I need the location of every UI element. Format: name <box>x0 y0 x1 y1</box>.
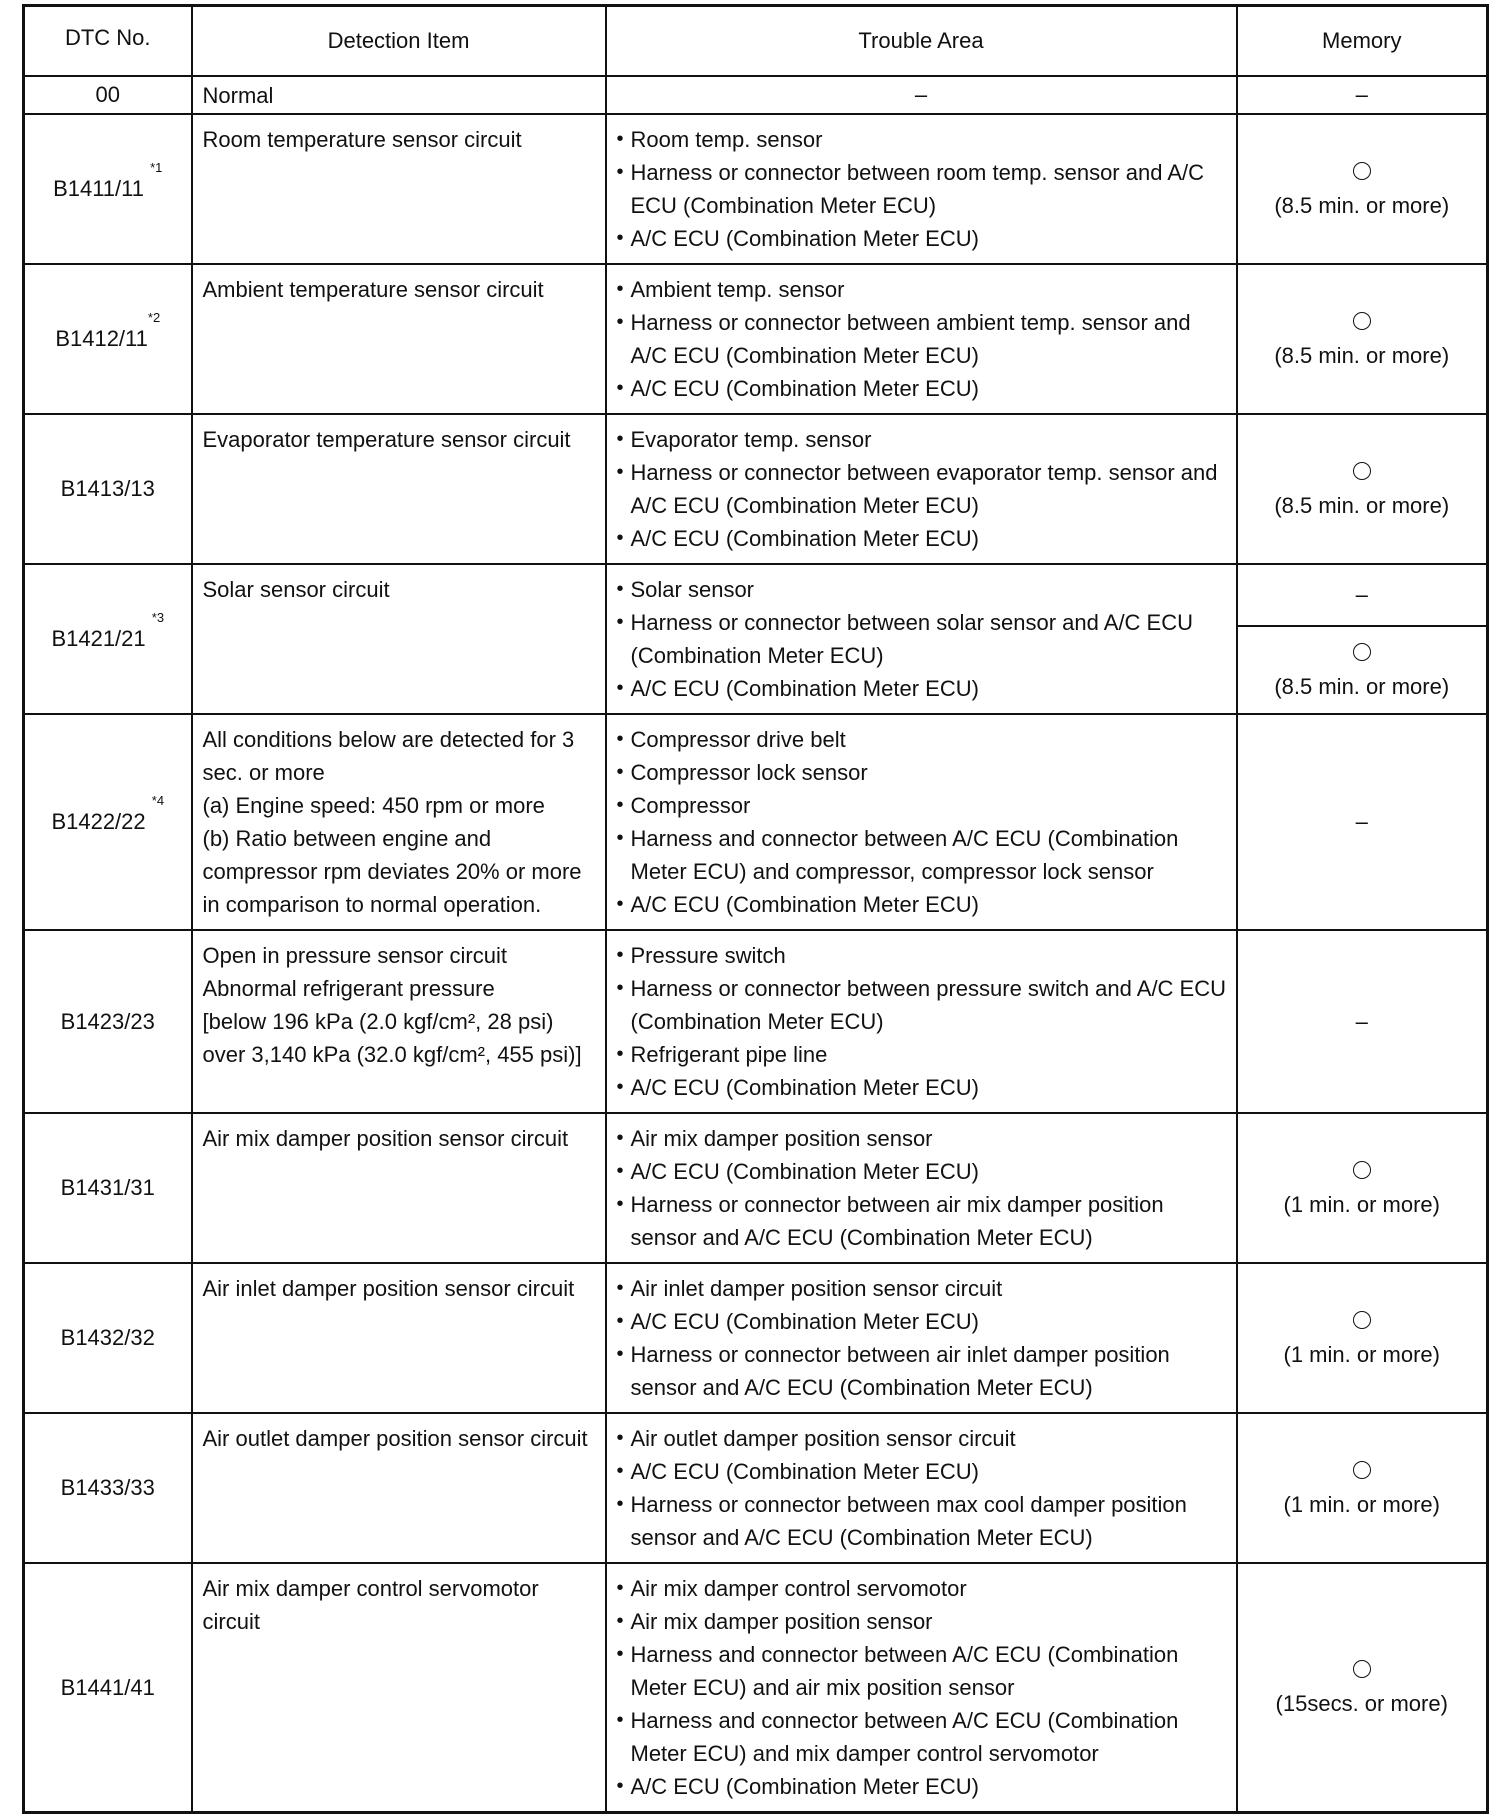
trouble-item: • Harness or connector between pressure switch and A/C ECU (Combination Meter ECU) <box>617 972 1228 1038</box>
trouble-area <box>606 1263 1237 1413</box>
dtc-code <box>24 1113 192 1263</box>
memory-circle-icon <box>1353 462 1371 480</box>
detection-item <box>192 1413 606 1563</box>
dtc-code-text: B1432/32 <box>60 1325 155 1350</box>
trouble-area <box>606 714 1237 930</box>
dtc-table <box>22 4 1489 1814</box>
detection-line: Open in pressure sensor circuit <box>202 942 507 968</box>
memory-cell <box>1237 1413 1488 1563</box>
header-trouble: Trouble Area <box>606 6 1237 76</box>
trouble-item: • A/C ECU (Combination Meter ECU) <box>617 1305 1228 1338</box>
table-row <box>24 564 1488 627</box>
trouble-item: • A/C ECU (Combination Meter ECU) <box>617 888 1228 921</box>
memory-text: (1 min. or more) <box>1283 1341 1440 1367</box>
table-row <box>24 714 1488 930</box>
trouble-area <box>606 76 1237 114</box>
dtc-code <box>24 414 192 564</box>
detection-line: Air mix damper position sensor circuit <box>202 1125 569 1151</box>
trouble-item: • Harness or connector between air mix damper position sensor and A/C ECU (Combination Meter ECU) <box>617 1188 1228 1254</box>
detection-line: Air mix damper control servomotor circuit <box>202 1575 539 1634</box>
table-row <box>24 264 1488 414</box>
detection-item <box>192 714 606 930</box>
detection-line: Evaporator temperature sensor circuit <box>202 426 571 452</box>
dtc-code-text: B1441/41 <box>60 1674 155 1700</box>
dtc-code <box>24 1413 192 1563</box>
memory-text: – <box>1355 82 1368 107</box>
trouble-item: • A/C ECU (Combination Meter ECU) <box>617 672 1228 705</box>
memory-circle-icon <box>1353 1311 1371 1329</box>
trouble-item: • A/C ECU (Combination Meter ECU) <box>617 1455 1228 1488</box>
memory-cell <box>1237 1563 1488 1813</box>
memory-cell <box>1237 1263 1488 1413</box>
detection-item <box>192 1113 606 1263</box>
trouble-item: • Harness and connector between A/C ECU (Combination Meter ECU) and mix damper control servomotor <box>617 1704 1228 1770</box>
dtc-code-text: B1411/11 <box>53 176 144 201</box>
dtc-code <box>24 1263 192 1413</box>
table-row <box>24 930 1488 1113</box>
memory-text: (1 min. or more) <box>1283 1491 1440 1517</box>
detection-line: Solar sensor circuit <box>202 576 390 602</box>
trouble-item: • Refrigerant pipe line <box>617 1038 1228 1071</box>
dtc-code-text: B1421/21 <box>51 626 146 651</box>
memory-cell-top <box>1237 564 1488 627</box>
memory-text: – <box>1355 582 1368 608</box>
detection-line: [below 196 kPa (2.0 kgf/cm², 28 psi) <box>202 1008 554 1034</box>
table-row <box>24 1413 1488 1563</box>
memory-text: (8.5 min. or more) <box>1274 342 1450 368</box>
trouble-area <box>606 930 1237 1113</box>
trouble-item: • Air mix damper control servomotor <box>617 1572 1228 1605</box>
memory-cell <box>1237 414 1488 564</box>
header-memory: Memory <box>1237 6 1488 76</box>
trouble-item: • A/C ECU (Combination Meter ECU) <box>617 372 1228 405</box>
memory-cell <box>1237 930 1488 1113</box>
detection-item <box>192 114 606 264</box>
footnote-mark: *3 <box>151 610 165 625</box>
dtc-code <box>24 76 192 114</box>
detection-line: Abnormal refrigerant pressure <box>202 975 495 1001</box>
table-row <box>24 76 1488 114</box>
trouble-item: • Compressor lock sensor <box>617 756 1228 789</box>
memory-circle-icon <box>1353 1660 1371 1678</box>
memory-circle-icon <box>1353 312 1371 330</box>
table-row <box>24 1263 1488 1413</box>
trouble-item: • A/C ECU (Combination Meter ECU) <box>617 1071 1228 1104</box>
trouble-item: • A/C ECU (Combination Meter ECU) <box>617 522 1228 555</box>
dtc-code <box>24 264 192 414</box>
memory-text: (15secs. or more) <box>1275 1691 1448 1716</box>
memory-circle-icon <box>1353 1461 1371 1479</box>
detection-item <box>192 1263 606 1413</box>
trouble-item: • Air mix damper position sensor <box>617 1605 1228 1638</box>
detection-line: Air inlet damper position sensor circuit <box>202 1275 575 1301</box>
detection-line: (a) Engine speed: 450 rpm or more <box>202 792 545 818</box>
memory-text: (8.5 min. or more) <box>1274 492 1450 518</box>
trouble-area <box>606 1113 1237 1263</box>
footnote-mark: *2 <box>147 310 161 325</box>
trouble-item: • Solar sensor <box>617 573 1228 606</box>
header-detection: Detection Item <box>192 6 606 76</box>
memory-text: (1 min. or more) <box>1283 1191 1440 1217</box>
memory-text: – <box>1355 809 1368 834</box>
table-row <box>24 414 1488 564</box>
memory-circle-icon <box>1353 643 1371 661</box>
trouble-item: • Harness and connector between A/C ECU (Combination Meter ECU) and compressor, compressor lock sensor <box>617 822 1228 888</box>
dtc-code-text: B1413/13 <box>60 476 155 501</box>
detection-line: Room temperature sensor circuit <box>202 126 522 152</box>
header-row <box>24 6 1488 76</box>
trouble-item: • Air mix damper position sensor <box>617 1122 1228 1155</box>
trouble-item: • Air inlet damper position sensor circuit <box>617 1272 1228 1305</box>
dtc-code <box>24 114 192 264</box>
memory-cell <box>1237 1113 1488 1263</box>
trouble-area <box>606 114 1237 264</box>
memory-circle-icon <box>1353 1161 1371 1179</box>
dtc-code <box>24 930 192 1113</box>
trouble-item: • Harness or connector between solar sensor and A/C ECU (Combination Meter ECU) <box>617 606 1228 672</box>
footnote-mark: *4 <box>151 793 165 808</box>
dtc-code-text: B1423/23 <box>60 1008 155 1034</box>
trouble-item: • Ambient temp. sensor <box>617 273 1228 306</box>
dtc-code-text: B1433/33 <box>60 1475 155 1500</box>
dtc-code-text: B1431/31 <box>60 1175 155 1200</box>
detection-line: (b) Ratio between engine and compressor rpm deviates 20% or more in comparison to normal operation. <box>202 825 582 917</box>
table-row <box>24 114 1488 264</box>
trouble-area <box>606 264 1237 414</box>
trouble-item: • Harness or connector between air inlet damper position sensor and A/C ECU (Combination Meter ECU) <box>617 1338 1228 1404</box>
memory-cell <box>1237 114 1488 264</box>
trouble-item: • Pressure switch <box>617 939 1228 972</box>
header-dtc: DTC No. <box>24 6 192 76</box>
dtc-code <box>24 564 192 714</box>
memory-text: (8.5 min. or more) <box>1274 673 1450 699</box>
dtc-code-text: B1412/11 <box>55 326 148 351</box>
memory-circle-icon <box>1353 162 1371 180</box>
trouble-item: • A/C ECU (Combination Meter ECU) <box>617 222 1228 255</box>
trouble-area <box>606 564 1237 714</box>
trouble-item: • Compressor <box>617 789 1228 822</box>
trouble-item: • Harness or connector between ambient temp. sensor and A/C ECU (Combination Meter ECU) <box>617 306 1228 372</box>
trouble-item: • Harness and connector between A/C ECU (Combination Meter ECU) and air mix position sensor <box>617 1638 1228 1704</box>
trouble-item: • Harness or connector between room temp. sensor and A/C ECU (Combination Meter ECU) <box>617 156 1228 222</box>
trouble-area <box>606 414 1237 564</box>
detection-item <box>192 1563 606 1813</box>
trouble-item: • Harness or connector between max cool damper position sensor and A/C ECU (Combination Meter ECU) <box>617 1488 1228 1554</box>
table-row <box>24 1113 1488 1263</box>
detection-item <box>192 76 606 114</box>
dtc-code <box>24 1563 192 1813</box>
memory-text: – <box>1355 1008 1368 1034</box>
trouble-area <box>606 1563 1237 1813</box>
detection-line: All conditions below are detected for 3 sec. or more <box>202 726 575 785</box>
footnote-mark: *1 <box>150 160 163 175</box>
dtc-code-text: 00 <box>95 82 120 107</box>
trouble-dash: – <box>914 82 928 107</box>
detection-item <box>192 564 606 714</box>
trouble-item: • Evaporator temp. sensor <box>617 423 1228 456</box>
memory-cell <box>1237 714 1488 930</box>
trouble-item: • Room temp. sensor <box>617 123 1228 156</box>
trouble-area <box>606 1413 1237 1563</box>
detection-line: over 3,140 kPa (32.0 kgf/cm², 455 psi)] <box>202 1041 582 1067</box>
trouble-item: • Compressor drive belt <box>617 723 1228 756</box>
trouble-item: • A/C ECU (Combination Meter ECU) <box>617 1155 1228 1188</box>
trouble-item: • Air outlet damper position sensor circuit <box>617 1422 1228 1455</box>
memory-cell <box>1237 264 1488 414</box>
memory-cell <box>1237 76 1488 114</box>
detection-line: Normal <box>202 82 274 108</box>
detection-line: Ambient temperature sensor circuit <box>202 276 544 302</box>
detection-line: Air outlet damper position sensor circuit <box>202 1425 588 1451</box>
trouble-item: • Harness or connector between evaporator temp. sensor and A/C ECU (Combination Meter ECU) <box>617 456 1228 522</box>
memory-text: (8.5 min. or more) <box>1274 192 1450 218</box>
trouble-item: • A/C ECU (Combination Meter ECU) <box>617 1770 1228 1803</box>
memory-cell <box>1237 626 1488 713</box>
detection-item <box>192 930 606 1113</box>
detection-item <box>192 414 606 564</box>
dtc-code <box>24 714 192 930</box>
table-row <box>24 1563 1488 1813</box>
detection-item <box>192 264 606 414</box>
table-body <box>24 76 1488 1813</box>
dtc-code-text: B1422/22 <box>51 809 146 834</box>
